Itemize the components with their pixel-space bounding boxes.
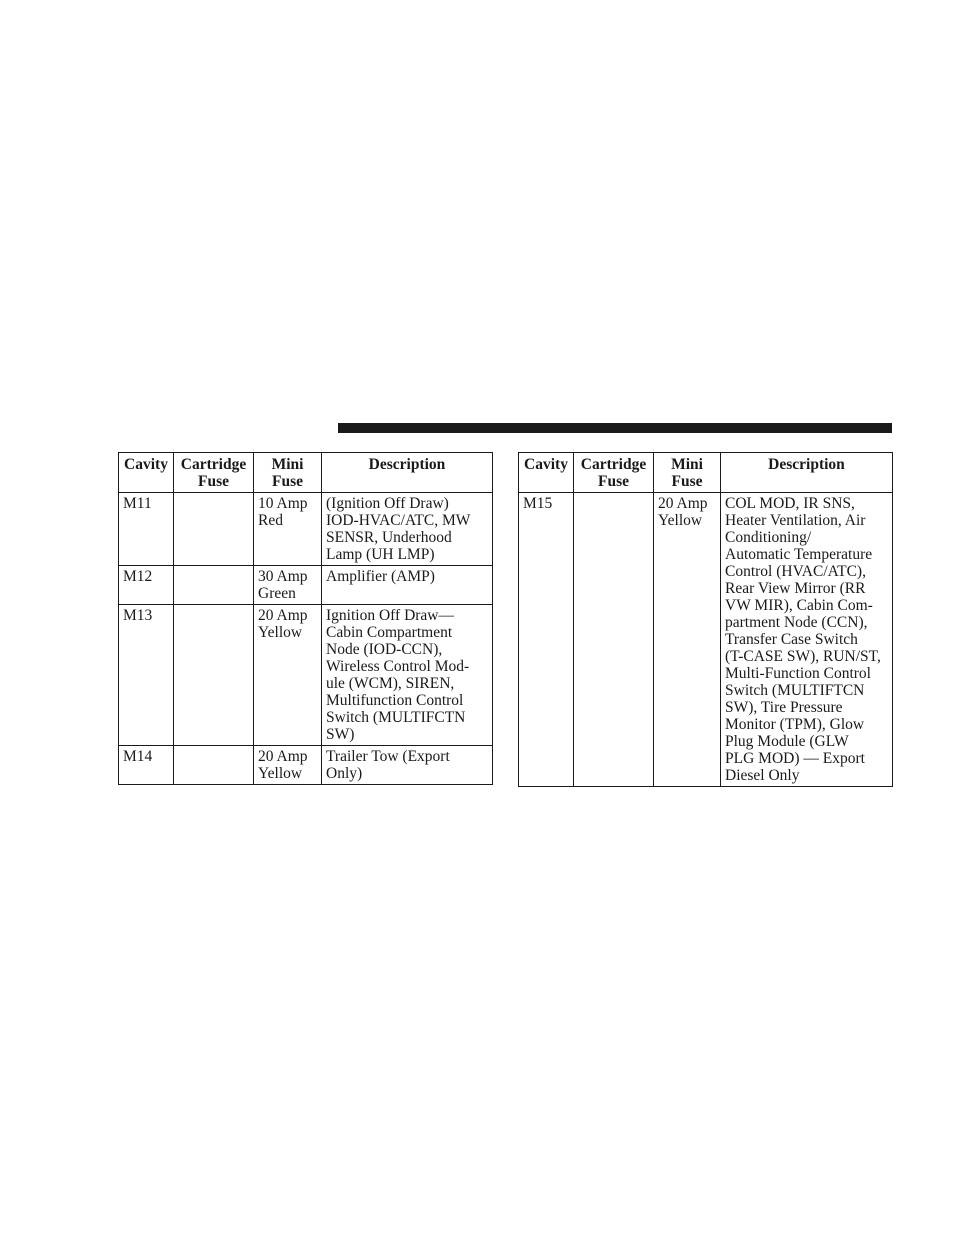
description-cell [322, 566, 493, 605]
cell-line: ule (WCM), SIREN, [326, 675, 455, 692]
cell-line: Plug Module (GLW [725, 733, 849, 750]
description-cell [322, 605, 493, 746]
mini-fuse-cell [654, 493, 721, 787]
cartridge-fuse-cell [174, 566, 254, 605]
cavity-cell: M15 [519, 493, 574, 787]
mini-fuse-cell [254, 605, 322, 746]
cell-line: Rear View Mirror (RR [725, 580, 866, 597]
cell-line: 10 Amp [258, 495, 308, 512]
description-cell [322, 746, 493, 785]
cavity-cell: M13 [119, 605, 174, 746]
cell-line: COL MOD, IR SNS, [725, 495, 855, 512]
section-rule [338, 423, 892, 433]
description-cell [721, 493, 893, 787]
table-row [119, 605, 493, 746]
cell-line: Node (IOD-CCN), [326, 641, 443, 658]
cell-line: Conditioning/ [725, 529, 812, 546]
fuse-table-right-body [519, 493, 893, 787]
fuse-table-right [518, 452, 893, 787]
cell-line: PLG MOD) — Export [725, 750, 865, 767]
cell-line: Multi-Function Control [725, 665, 871, 682]
cell-line: Yellow [258, 765, 303, 782]
cell-line: Diesel Only [725, 767, 800, 784]
header-cavity: Cavity [519, 453, 574, 493]
cell-line: (Ignition Off Draw) [326, 495, 449, 512]
header-cavity: Cavity [119, 453, 174, 493]
header-mini-fuse: Mini Fuse [654, 453, 721, 493]
header-mini-fuse: Mini Fuse [254, 453, 322, 493]
cell-line: 20 Amp [258, 607, 308, 624]
cavity-cell: M12 [119, 566, 174, 605]
cell-line: Yellow [658, 512, 703, 529]
fuse-table-left-body [119, 493, 493, 785]
cell-line: 20 Amp [258, 748, 308, 765]
table-row [519, 493, 893, 787]
cell-line: Amplifier (AMP) [326, 568, 435, 585]
cell-line: Multifunction Control [326, 692, 464, 709]
cell-line: SW) [326, 726, 355, 743]
mini-fuse-cell [254, 493, 322, 566]
table-row [119, 493, 493, 566]
cartridge-fuse-cell [174, 605, 254, 746]
mini-fuse-cell [254, 746, 322, 785]
cell-line: Green [258, 585, 296, 602]
cell-line: Switch (MULTIFCTN [326, 709, 466, 726]
cell-line: Lamp (UH LMP) [326, 546, 435, 563]
cell-line: Monitor (TPM), Glow [725, 716, 865, 733]
header-cartridge-fuse: Cartridge Fuse [574, 453, 654, 493]
header-cartridge-fuse: Cartridge Fuse [174, 453, 254, 493]
cell-line: Only) [326, 765, 363, 782]
cavity-cell: M14 [119, 746, 174, 785]
cell-line: Yellow [258, 624, 303, 641]
cell-line: Transfer Case Switch [725, 631, 858, 648]
cell-line: 20 Amp [658, 495, 708, 512]
mini-fuse-cell [254, 566, 322, 605]
cell-line: Cabin Compartment [326, 624, 453, 641]
table-row [119, 566, 493, 605]
cell-line: SENSR, Underhood [326, 529, 452, 546]
cell-line: Control (HVAC/ATC), [725, 563, 866, 580]
fuse-table-left [118, 452, 493, 785]
cell-line: Wireless Control Mod- [326, 658, 470, 675]
cell-line: (T-CASE SW), RUN/ST, [725, 648, 881, 665]
cell-line: Switch (MULTIFTCN [725, 682, 865, 699]
table-row [119, 746, 493, 785]
description-cell [322, 493, 493, 566]
header-row [519, 453, 893, 493]
header-row [119, 453, 493, 493]
cavity-cell: M11 [119, 493, 174, 566]
cartridge-fuse-cell [574, 493, 654, 787]
cell-line: Trailer Tow (Export [326, 748, 450, 765]
cell-line: Red [258, 512, 283, 529]
cell-line: VW MIR), Cabin Com- [725, 597, 873, 614]
cell-line: 30 Amp [258, 568, 308, 585]
cell-line: IOD-HVAC/ATC, MW [326, 512, 471, 529]
cell-line: SW), Tire Pressure [725, 699, 843, 716]
cell-line: Ignition Off Draw— [326, 607, 454, 624]
cell-line: Heater Ventilation, Air [725, 512, 866, 529]
header-description: Description [721, 453, 893, 493]
cell-line: partment Node (CCN), [725, 614, 868, 631]
cartridge-fuse-cell [174, 493, 254, 566]
cartridge-fuse-cell [174, 746, 254, 785]
header-description: Description [322, 453, 493, 493]
cell-line: Automatic Temperature [725, 546, 873, 563]
